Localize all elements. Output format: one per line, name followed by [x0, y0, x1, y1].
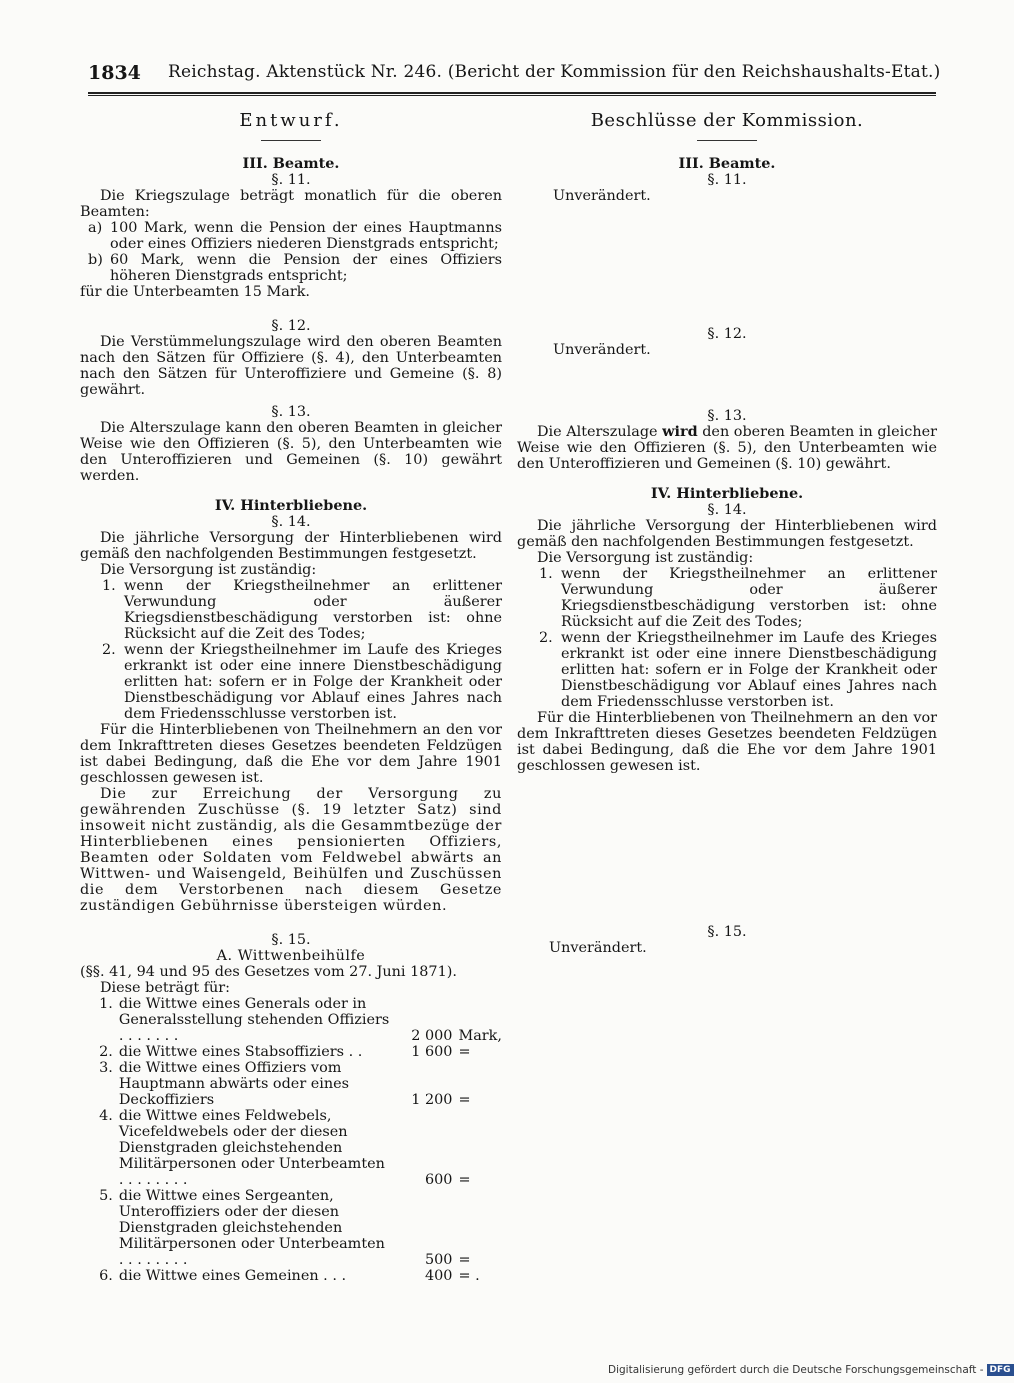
row-amount: 600 [425, 1172, 453, 1188]
row-number: 4. [99, 1108, 113, 1124]
item-text: 100 Mark, wenn die Pension der eines Hauptmanns oder eines Offiziers niederen Dienstgrads entspricht; [110, 220, 502, 252]
section-11-label: §. 11. [271, 172, 311, 188]
section-11-label: §. 11. [707, 172, 747, 188]
item-label: 1. [102, 578, 116, 594]
row-text: die Wittwe eines Generals oder in Generalsstellung stehenden Offiziers . . . . . . . [118, 996, 390, 1044]
row-amount: 400 [425, 1268, 453, 1284]
section-11-tail: für die Unterbeamten 15 Mark. [80, 284, 310, 300]
page-number: 1834 [88, 62, 141, 84]
section-14-item-2 [80, 642, 502, 722]
section-12-text: Die Verstümmelungszulage wird den oberen Beamten nach den Sätzen für Offiziere (§. 4), den Unterbeamten nach den Sätzen für Unteroffiziere und Gemeine (§. 8) gewährt. [80, 334, 502, 398]
section-14-p3: Für die Hinterbliebenen von Theilnehmern an den vor dem Inkrafttreten dieses Gesetzes beendeten Feldzügen ist dabei Bedingung, daß die Ehe vor dem Jahre 1901 geschlossen gewesen ist. [517, 710, 937, 774]
row-text: die Wittwe eines Feldwebels, Vicefeldwebels oder der diesen Dienstgraden gleichstehenden Militärpersonen oder Unterbeamten . . . . . . . . [118, 1108, 385, 1188]
row-amount: 1 200 [411, 1092, 453, 1108]
running-header [88, 62, 941, 92]
section-14-item-2 [517, 630, 937, 710]
section-15-subheading: A. Wittwenbeihülfe [216, 948, 366, 964]
section-14-p4: Die zur Erreichung der Versorgung zu gewährenden Zuschüsse (§. 19 letzter Satz) sind insoweit nicht zuständig, als die Gesammtbezüge der Hinterbliebenen eines pensionierten Offiziers, Beamten oder Soldaten vom Feldwebel abwärts an Wittwen- und Waisengeld, Beihülfen und Zuschüssen die dem Verstorbenen nach diesem Gesetze zuständigen Gebührnisse übersteigen würden. [80, 786, 502, 914]
section-14-p1: Die jährliche Versorgung der Hinterbliebenen wird gemäß den nachfolgenden Bestimmungen festgesetzt. [80, 530, 502, 562]
section-14-p1: Die jährliche Versorgung der Hinterbliebenen wird gemäß den nachfolgenden Bestimmungen festgesetzt. [517, 518, 937, 550]
text-part: den oberen Beamten in gleicher Weise wie den Offizieren (§. 5), den Unterbeamten wie den Unteroffizieren und Gemeinen (§. 10) gewährt. [517, 424, 937, 472]
part-4-heading: IV. Hinterbliebene. [650, 485, 804, 502]
amended-word: wird [662, 423, 698, 440]
row-number: 1. [99, 996, 113, 1012]
item-text: wenn der Kriegstheilnehmer im Laufe des Krieges erkrankt ist oder eine innere Dienstbeschädigung erlitten hat: sofern er in Folge der Krankheit oder Dienstbeschädigung vor Ablauf eines Jahres nach dem Friedensschlusse verstorben ist. [124, 642, 502, 722]
widow-allowance-table [80, 996, 502, 1284]
row-amount: 500 [425, 1252, 453, 1268]
item-text: wenn der Kriegstheilnehmer an erlittener Verwundung oder äußerer Kriegsdienstbeschädigung verstorben ist: ohne Rücksicht auf die Zeit des Todes; [124, 578, 502, 642]
section-13-text [517, 424, 937, 472]
header-rule [88, 92, 936, 96]
footer-text: Digitalisierung gefördert durch die Deutsche Forschungsgemeinschaft - [608, 1364, 984, 1376]
part-3-heading: III. Beamte. [678, 155, 776, 172]
section-15-intro: Diese beträgt für: [100, 980, 230, 996]
section-12-label: §. 12. [707, 326, 747, 342]
column-commission [517, 110, 937, 956]
row-number: 2. [99, 1044, 113, 1060]
row-amount: 1 600 [411, 1044, 453, 1060]
part-3-heading: III. Beamte. [242, 155, 340, 172]
row-text: die Wittwe eines Stabsoffiziers . . [118, 1044, 363, 1060]
column-draft [80, 110, 502, 1284]
row-amount: 2 000 [411, 1028, 453, 1044]
row-number: 3. [99, 1060, 113, 1076]
table-row [80, 1060, 502, 1108]
row-text: die Wittwe eines Sergeanten, Unteroffiziers oder der diesen Dienstgraden gleichstehenden Militärpersonen oder Unterbeamten . . . . . . . . [118, 1188, 385, 1268]
part-4-heading: IV. Hinterbliebene. [214, 497, 368, 514]
item-label: 2. [102, 642, 116, 658]
dfg-logo: DFG [987, 1364, 1014, 1376]
section-11-item-b [80, 252, 502, 284]
section-12-text: Unverändert. [553, 342, 651, 358]
section-13-text: Die Alterszulage kann den oberen Beamten in gleicher Weise wie den Offizieren (§. 5), den Unterbeamten wie den Unteroffizieren und Gemeinen (§. 10) gewährt werden. [80, 420, 502, 484]
section-14-item-1 [80, 578, 502, 642]
running-head-title: Reichstag. Aktenstück Nr. 246. (Bericht der Kommission für den Reichshaushalts-Etat.) [168, 62, 941, 82]
commission-title: Beschlüsse der Kommission. [590, 110, 864, 131]
spacer [517, 204, 937, 326]
section-11-intro: Die Kriegszulage beträgt monatlich für die oberen Beamten: [80, 188, 502, 220]
row-unit: = [458, 1252, 471, 1268]
item-text: wenn der Kriegstheilnehmer im Laufe des Krieges erkrankt ist oder eine innere Dienstbeschädigung erlitten hat: sofern er in Folge der Krankheit oder Dienstbeschädigung vor Ablauf eines Jahres nach dem Friedensschlusse verstorben ist. [561, 630, 937, 710]
section-11-item-a [80, 220, 502, 252]
spacer [517, 358, 937, 408]
row-text: die Wittwe eines Offiziers vom Hauptmann abwärts oder eines Deckoffiziers [118, 1060, 350, 1108]
item-label: 2. [539, 630, 553, 646]
row-unit: = [458, 1092, 471, 1108]
table-row [80, 1188, 502, 1268]
section-14-p2: Die Versorgung ist zuständig: [537, 550, 754, 566]
title-rule [261, 140, 321, 150]
section-15-reference: (§§. 41, 94 und 95 des Gesetzes vom 27. Juni 1871). [80, 964, 457, 980]
section-14-p3: Für die Hinterbliebenen von Theilnehmern an den vor dem Inkrafttreten dieses Gesetzes beendeten Feldzügen ist dabei Bedingung, daß die Ehe vor dem Jahre 1901 geschlossen gewesen ist. [80, 722, 502, 786]
row-text: die Wittwe eines Gemeinen . . . [118, 1268, 347, 1284]
item-text: wenn der Kriegstheilnehmer an erlittener Verwundung oder äußerer Kriegsdienstbeschädigung verstorben ist: ohne Rücksicht auf die Zeit des Todes; [561, 566, 937, 630]
title-rule [697, 140, 757, 150]
section-11-text: Unverändert. [553, 188, 651, 204]
section-14-label: §. 14. [271, 514, 311, 530]
section-15-label: §. 15. [707, 924, 747, 940]
row-unit: = [458, 1172, 471, 1188]
section-14-label: §. 14. [707, 502, 747, 518]
row-unit: = [458, 1044, 471, 1060]
row-unit: = . [458, 1268, 480, 1284]
section-15-text: Unverändert. [549, 940, 647, 956]
row-number: 6. [99, 1268, 113, 1284]
table-row [80, 1268, 502, 1284]
row-number: 5. [99, 1188, 113, 1204]
item-label: b) [88, 252, 103, 268]
draft-title: Entwurf. [239, 110, 343, 131]
footer-credit [608, 1364, 1014, 1376]
section-13-label: §. 13. [271, 404, 311, 420]
section-14-p2: Die Versorgung ist zuständig: [100, 562, 317, 578]
spacer [517, 774, 937, 924]
item-label: a) [88, 220, 103, 236]
item-label: 1. [539, 566, 553, 582]
section-15-label: §. 15. [271, 932, 311, 948]
section-12-label: §. 12. [271, 318, 311, 334]
text-part: Die Alterszulage [537, 424, 663, 440]
section-13-label: §. 13. [707, 408, 747, 424]
table-row [80, 996, 502, 1044]
row-unit: Mark, [458, 1028, 502, 1044]
table-row [80, 1108, 502, 1188]
item-text: 60 Mark, wenn die Pension der eines Offiziers höheren Dienstgrads entspricht; [110, 252, 502, 284]
table-row [80, 1044, 502, 1060]
section-14-item-1 [517, 566, 937, 630]
